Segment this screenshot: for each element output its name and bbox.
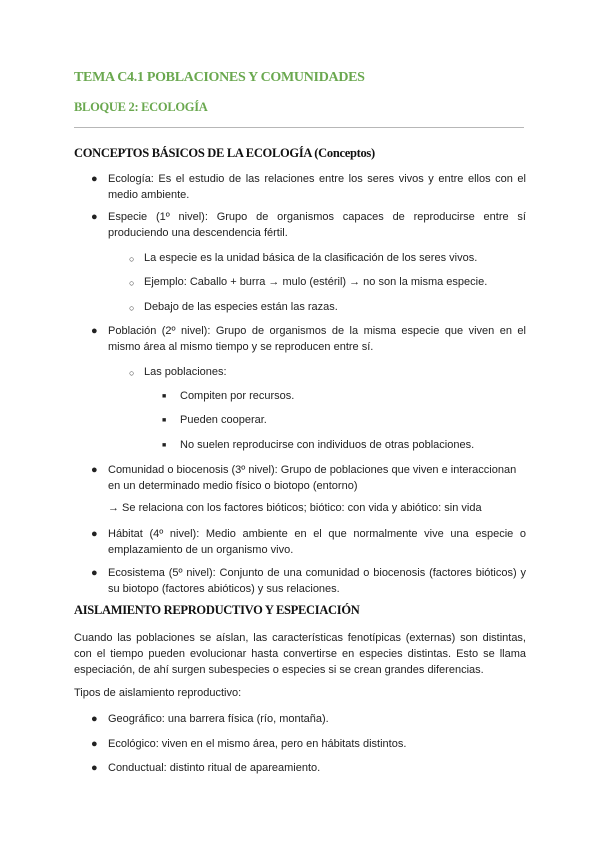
list-item-comunidad: Comunidad o biocenosis (3º nivel): Grupo de poblaciones que viven e interaccionan en un determinado medio físico o biotopo (entorno) (108, 464, 517, 492)
bullet-icon: ● (91, 211, 98, 223)
list-item-especie-sub: Debajo de las especies están las razas. (144, 301, 338, 313)
tipos-label: Tipos de aislamiento reproductivo: (74, 687, 242, 699)
list-item-poblaciones: No suelen reproducirse con individuos de otras poblaciones. (180, 439, 475, 451)
bullet-icon: ● (91, 173, 98, 185)
list-item-habitat: Hábitat (4º nivel): Medio ambiente en el que normalmente vive una especie o emplazamiento de un organismo vivo. (108, 528, 526, 556)
list-item-tipo: Ecológico: viven en el mismo área, pero en hábitats distintos. (108, 738, 407, 750)
circle-bullet-icon: ○ (129, 303, 135, 313)
list-item-poblaciones: Pueden cooperar. (180, 414, 267, 426)
document-subtitle: BLOQUE 2: ECOLOGÍA (74, 100, 208, 114)
square-bullet-icon: ■ (162, 442, 167, 449)
poblaciones-label: Las poblaciones: (144, 366, 227, 378)
bullet-icon: ● (91, 713, 98, 725)
list-item-especie: Especie (1º nivel): Grupo de organismos capaces de reproducirse entre sí produciendo una descendencia fértil. (108, 211, 526, 239)
list-item-poblacion: Población (2º nivel): Grupo de organismos de la misma especie que viven en el mismo área al mismo tiempo y se reproducen entre sí. (108, 325, 526, 353)
section-heading-conceptos: CONCEPTOS BÁSICOS DE LA ECOLOGÍA (Conceptos) (74, 146, 375, 160)
square-bullet-icon: ■ (162, 417, 167, 424)
divider (74, 127, 524, 128)
circle-bullet-icon: ○ (129, 254, 135, 264)
section-heading-aislamiento: AISLAMIENTO REPRODUCTIVO Y ESPECIACIÓN (74, 603, 360, 617)
list-item-poblaciones: Compiten por recursos. (180, 390, 295, 402)
list-item-tipo: Geográfico: una barrera física (río, montaña). (108, 713, 329, 725)
bullet-icon: ● (91, 567, 98, 579)
list-item-tipo: Conductual: distinto ritual de apareamiento. (108, 762, 321, 774)
bullet-icon: ● (91, 464, 98, 476)
paragraph-especiacion: Cuando las poblaciones se aíslan, las características fenotípicas (externas) son distintas, con el tiempo pueden evolucionar hasta convertirse en especies distintas. Esto se llama especiación, de ahí surgen subespecies o especies si se crean grandes diferencias. (74, 632, 526, 676)
circle-bullet-icon: ○ (129, 368, 135, 378)
bullet-icon: ● (91, 738, 98, 750)
bullet-icon: ● (91, 762, 98, 774)
list-item-especie-sub: Ejemplo: Caballo + burra → mulo (estéril) → no son la misma especie. (144, 276, 488, 288)
list-item-especie-sub: La especie es la unidad básica de la clasificación de los seres vivos. (144, 252, 478, 264)
square-bullet-icon: ■ (162, 393, 167, 400)
list-item-ecosistema: Ecosistema (5º nivel): Conjunto de una comunidad o biocenosis (factores bióticos) y su biotopo (factores abióticos) y sus relaciones. (108, 567, 526, 595)
comunidad-note: → Se relaciona con los factores bióticos; biótico: con vida y abiótico: sin vida (108, 502, 482, 514)
bullet-icon: ● (91, 325, 98, 337)
circle-bullet-icon: ○ (129, 278, 135, 288)
list-item-ecologia: Ecología: Es el estudio de las relaciones entre los seres vivos y entre ellos con el medio ambiente. (108, 173, 526, 201)
bullet-icon: ● (91, 528, 98, 540)
document-title: TEMA C4.1 POBLACIONES Y COMUNIDADES (74, 70, 365, 85)
